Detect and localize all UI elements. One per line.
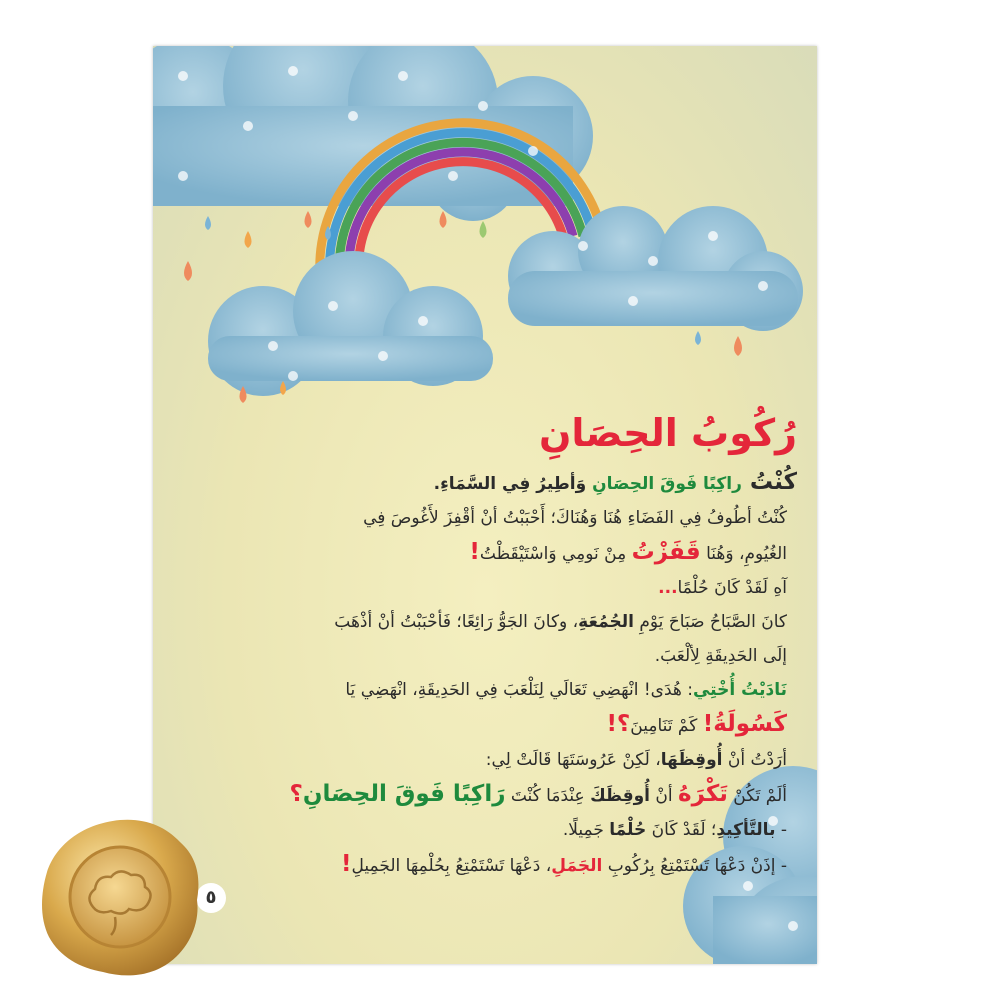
story-phrase: ؟! [606, 711, 631, 737]
story-line [173, 847, 797, 883]
story-phrase: - إذَنْ دَعْهَا تَسْتَمْتِعُ بِرُكُوبِ [602, 856, 787, 876]
page-number: ٥ [196, 883, 226, 913]
story-line [173, 465, 797, 501]
story-line [173, 571, 797, 605]
story-line [173, 639, 797, 673]
story-phrase: الغُيُومِ، وَهُنَا [700, 544, 787, 564]
story-line [173, 605, 797, 639]
story-phrase: - [775, 820, 787, 840]
story-phrase: أرَدْتُ أنْ [722, 750, 787, 770]
story-phrase: آهِ لَقَدْ كَانَ حُلْمًا [677, 578, 787, 598]
wax-seal-icon [35, 812, 205, 982]
story-line [173, 777, 797, 813]
cloud-right [508, 206, 803, 331]
story-line [173, 743, 797, 777]
story-phrase: ... [658, 578, 678, 598]
story-phrase: رَاكِبًا فَوقَ الحِصَانِ [302, 781, 506, 807]
book-page [153, 46, 817, 964]
story-phrase: ؛ لَقَدْ كَانَ [646, 820, 717, 840]
story-line [173, 813, 797, 847]
story-line [173, 535, 797, 571]
story-phrase: : هُدَى! انْهَضِي تَعَالَي لِنَلْعَبَ فِي الحَدِيقَةِ، انْهَضِي يَا [345, 680, 693, 700]
story-phrase: وَأطِيرُ فِي السَّمَاءِ. [433, 474, 587, 494]
story-phrase: راكِبًا فَوقَ الحِصَانِ [586, 474, 742, 494]
story-phrase: ؟ [289, 781, 303, 807]
story-phrase: ألَمْ تَكُنْ [727, 786, 787, 806]
story-phrase: عِنْدَمَا كُنْتَ [505, 786, 591, 806]
story-text [173, 411, 797, 883]
story-line [173, 673, 797, 707]
cloud-middle-left [208, 251, 493, 396]
story-phrase: الجُمُعَةِ [578, 612, 634, 632]
story-phrase: بالتَّأكِيدِ [716, 820, 776, 840]
story-line [173, 707, 797, 743]
story-phrase: كانَ الصَّبَاحُ صَبَاحَ يَوْمِ [633, 612, 787, 632]
story-phrase: كُنْتُ أطُوفُ فِي الفَضَاءِ هُنَا وَهُنَاكَ؛ أَحْبَبْتُ أنْ أقْفِزَ لأَغُوصَ فِي [363, 508, 787, 528]
story-phrase: جَمِيلًا. [562, 820, 610, 840]
story-phrase: ، لَكِنْ عَرُوسَتَهَا قَالَتْ لِي: [485, 750, 661, 770]
story-phrase: الجَمَلِ [551, 856, 603, 876]
story-title: رُكُوبُ الحِصَانِ [538, 411, 797, 455]
story-phrase: ! [469, 539, 480, 565]
story-phrase: حُلْمًا [609, 820, 647, 840]
story-phrase: قَفَزْتُ [631, 539, 701, 565]
story-phrase: ، وكانَ الجَوُّ رَائِعًا؛ فَأحْبَبْتُ أنْ أذْهَبَ [334, 612, 579, 632]
story-phrase: كَمْ تَنَامِينَ [630, 716, 703, 736]
story-phrase: تَكْرَهُ [678, 781, 728, 807]
story-phrase: كُنْتُ [741, 469, 797, 495]
story-phrase: إلَى الحَدِيقَةِ لِألْعَبَ. [654, 646, 787, 666]
story-phrase: أُوقِظَهَا [660, 750, 723, 770]
story-phrase: مِنْ نَومِي وَاسْتَيْقَظْتُ [479, 544, 632, 564]
story-phrase: كَسُولَةُ! [702, 711, 787, 737]
story-phrase: أُوقِظَكَ [590, 786, 650, 806]
story-line [173, 501, 797, 535]
story-phrase: ! [341, 851, 352, 877]
story-phrase: ، دَعْهَا تَسْتَمْتِعُ بِحُلْمِهَا الجَمِيلِ [351, 856, 552, 876]
story-phrase: نَادَيْتُ أُخْتِي [692, 680, 787, 700]
story-phrase: أنْ [649, 786, 678, 806]
story-lines [173, 465, 797, 883]
